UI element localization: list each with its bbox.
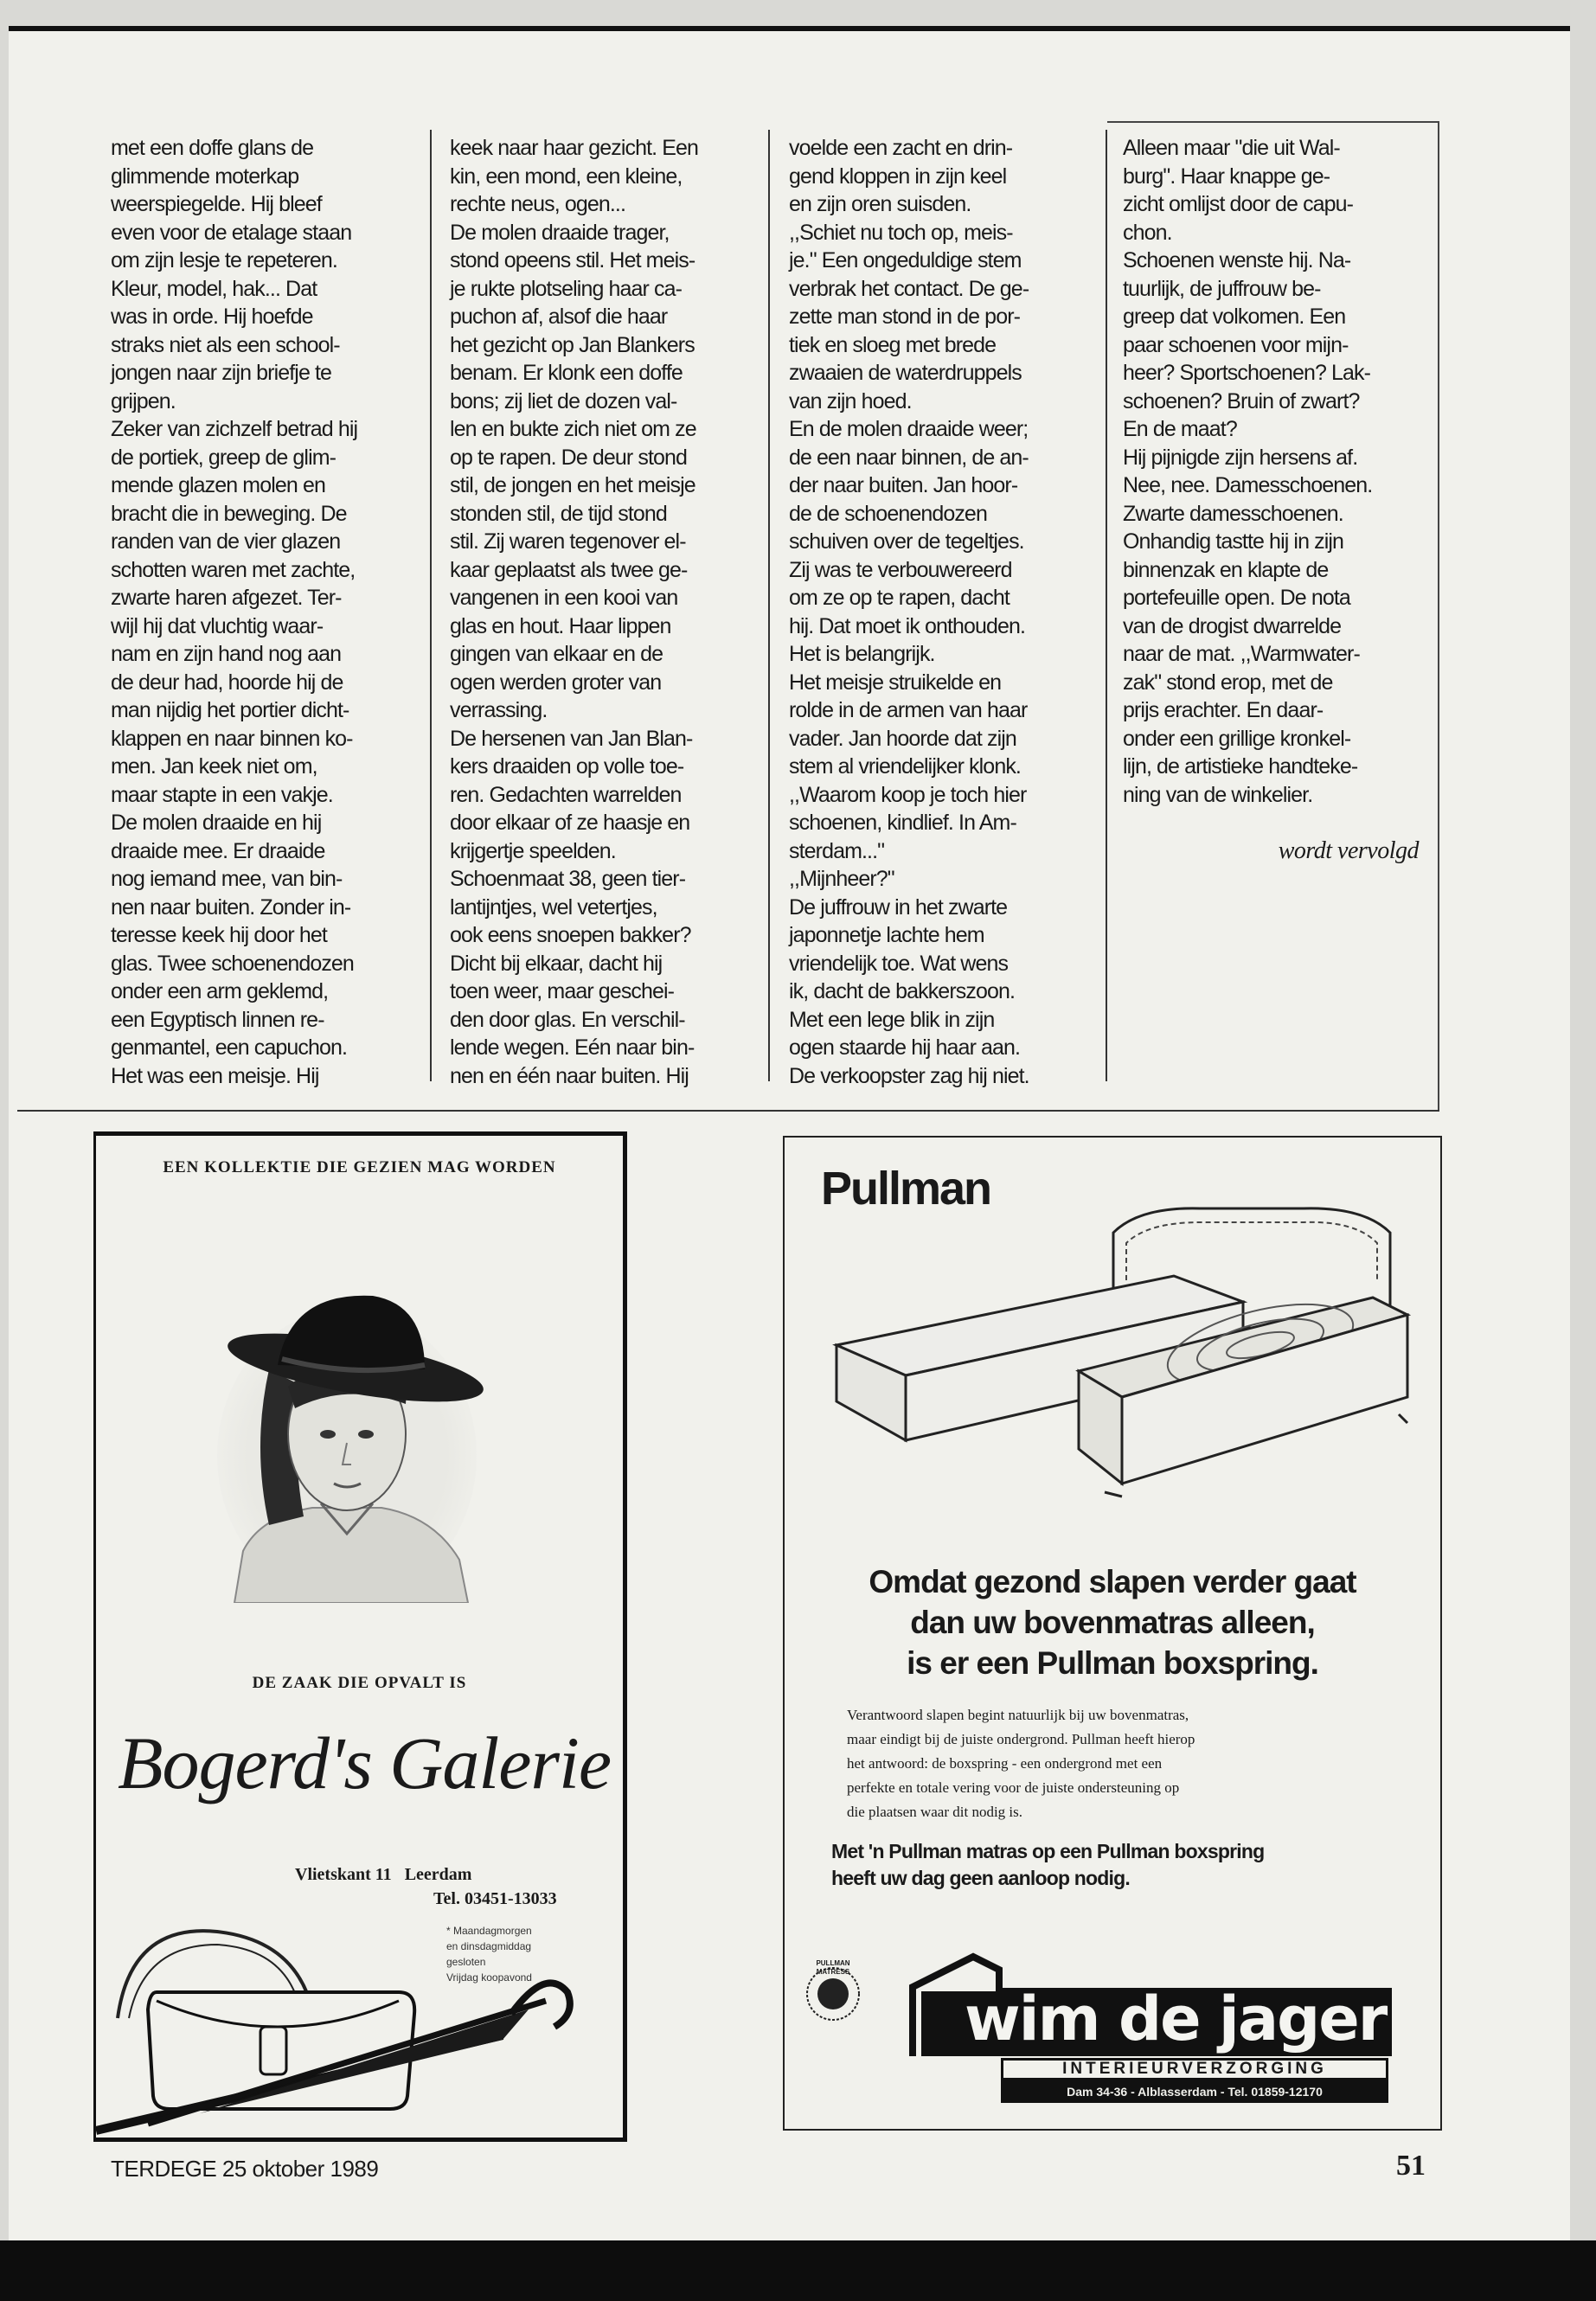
article-line: De molen draaide trager, [450,220,670,245]
closing-line: Met 'n Pullman matras op een Pullman boxspring [831,1840,1265,1862]
closing-line: heeft uw dag geen aanloop nodig. [831,1867,1130,1889]
article-line: je." Een ongeduldige stem [789,248,1022,272]
ad-tagline: DE ZAAK DIE OPVALT IS [252,1674,467,1692]
article-line: kaar geplaatst als twee ge- [450,557,688,582]
article-line: De juffrouw in het zwarte [789,894,1008,920]
pullman-body [847,1703,1195,1824]
article-line: Zwarte damesschoenen. [1123,501,1343,526]
article-line: burg". Haar knappe ge- [1123,163,1330,189]
article-line: nog iemand mee, van bin- [111,867,343,891]
article-line: om ze op te rapen, dacht [789,586,1010,610]
article-line: Schoenen wenste hij. Na- [1123,248,1351,272]
article-line: voelde een zacht en drin- [789,136,1013,160]
article-line: ren. Gedachten warrelden [450,782,682,807]
article-line: wijl hij dat vluchtig waar- [111,613,324,638]
article-line: Hij pijnigde zijn hersens af. [1123,445,1358,470]
article-line: kin, een mond, een kleine, [450,163,683,189]
article-line: de de schoenendozen [789,501,987,526]
article-line: ogen staarde hij haar aan. [789,1035,1021,1060]
article-line: rolde in de armen van haar [789,698,1028,722]
article-line: schuiven over de tegeltjes. [789,529,1024,554]
ad-pullman [783,1136,1442,2131]
article-line: gend kloppen in zijn keel [789,163,1007,189]
column-rule [430,130,432,1081]
page-number: 51 [1396,2150,1426,2182]
article-line: stem al vriendelijker klonk. [789,754,1021,779]
article-line: krijgertje speelden. [450,838,616,863]
article-line: glas. Twee schoenendozen [111,951,354,976]
article-line: Het meisje struikelde en [789,670,1002,695]
article-line: draaide mee. Er draaide [111,838,325,863]
article-line: op te rapen. De deur stond [450,445,688,470]
article-line: binnenzak en klapte de [1123,557,1329,582]
article-line: ogen werden groter van [450,670,662,695]
article-line: ook eens snoepen bakker? [450,923,691,947]
article-line: door elkaar of ze haasje en [450,811,690,835]
article-line: puchon af, alsof die haar [450,304,668,329]
article-line: zwaaien de waterdruppels [789,361,1022,385]
pullman-headline [785,1561,1440,1683]
article-line: ,,Schiet nu toch op, meis- [789,220,1013,245]
article-line: men. Jan keek niet om, [111,754,317,779]
article-line: met een doffe glans de [111,136,314,160]
body-line: Verantwoord slapen begint natuurlijk bij uw bovenmatras, [847,1707,1189,1723]
article-line: De hersenen van Jan Blan- [450,726,693,751]
article-line: bons; zij liet de dozen val- [450,388,677,413]
article-line: verbrak het contact. De ge- [789,276,1029,301]
article-line: keek naar haar gezicht. Een [450,136,699,160]
article-line: der naar buiten. Jan hoor- [789,473,1018,497]
body-line: die plaatsen waar dit nodig is. [847,1804,1023,1820]
publication-line: TERDEGE 25 oktober 1989 [111,2156,379,2182]
scan-edge-bar [0,2240,1596,2301]
article-line: hij. Dat moet ik onthouden. [789,613,1026,638]
article-line: onder een grillige kronkel- [1123,726,1351,751]
hours-line: en dinsdagmiddag [446,1940,532,1952]
article-line: mende glazen molen en [111,473,325,497]
article-line: gingen van elkaar en de [450,642,663,666]
article-line: sterdam..." [789,838,885,863]
article-line: paar schoenen voor mijn- [1123,332,1349,357]
article-line: jongen naar zijn briefje te [111,361,332,385]
continued-note: wordt vervolgd [1278,837,1419,864]
article-line: lantijntjes, wel vetertjes, [450,894,657,920]
article-line: grijpen. [111,388,176,413]
body-line: het antwoord: de boxspring - een ondergrond met een [847,1755,1163,1772]
article-line: randen van de vier glazen [111,529,341,554]
address-phone: Tel. 03451-13033 [433,1889,557,1908]
article-line: De verkoopster zag hij niet. [789,1063,1029,1088]
dealer-address: Dam 34-36 - Alblasserdam - Tel. 01859-12170 [1001,2080,1388,2103]
article-line: prijs erachter. En daar- [1123,698,1324,722]
article-line: schoenen, kindlief. In Am- [789,811,1016,835]
pullman-seal [802,1959,864,2029]
body-line: perfekte en totale vering voor de juiste ondersteuning op [847,1779,1180,1796]
ad-headline: EEN KOLLEKTIE DIE GEZIEN MAG WORDEN [163,1158,556,1176]
article-line: bracht die in beweging. De [111,501,347,526]
article-line: Dicht bij elkaar, dacht hij [450,951,663,976]
article-line: ,,Mijnheer?" [789,867,894,891]
article-column-2 [450,134,748,1090]
frame-rule-top [1107,121,1439,123]
article-line: ning van de winkelier. [1123,782,1313,807]
article-line: Alleen maar "die uit Wal- [1123,136,1340,160]
article-column-4 [1123,134,1421,809]
article-line: naar de mat. ,,Warmwater- [1123,642,1360,666]
article-line: japonnetje lachte hem [789,923,984,947]
wim-de-jager-logo [904,1952,1406,2099]
article-line: de een naar binnen, de an- [789,445,1029,470]
frame-rule-right [1438,121,1439,1112]
hours-line: Vrijdag koopavond [446,1971,532,1984]
article-line: benam. Er klonk een doffe [450,361,683,385]
article-line: Zij was te verbouwereerd [789,557,1012,582]
article-line: vriendelijk toe. Wat wens [789,951,1009,976]
article-line: Nee, nee. Damesschoenen. [1123,473,1373,497]
article-line: lijn, de artistieke handteke- [1123,754,1358,779]
seal-text: PULLMAN MATRESS [816,1959,850,1976]
body-line: maar eindigt bij de juiste ondergrond. Pullman heeft hierop [847,1731,1195,1747]
article-line: straks niet als een school- [111,332,340,357]
headline-line: is er een Pullman boxspring. [907,1645,1318,1681]
article-line: nen en één naar buiten. Hij [450,1063,689,1088]
article-line: Kleur, model, hak... Dat [111,276,317,301]
article-line: glas en hout. Haar lippen [450,613,671,638]
article-line: en zijn oren suisden. [789,192,971,216]
article-line: genmantel, een capuchon. [111,1035,348,1060]
article-line: de deur had, hoorde hij de [111,670,343,695]
article-line: Onhandig tastte hij in zijn [1123,529,1344,554]
headline-line: dan uw bovenmatras alleen, [910,1605,1315,1640]
address-city: Leerdam [404,1865,472,1884]
article-line: heer? Sportschoenen? Lak- [1123,361,1371,385]
headline-line: Omdat gezond slapen verder gaat [869,1564,1356,1599]
handbag-umbrella-illustration [96,1897,624,2139]
article-line: ,,Waarom koop je toch hier [789,782,1027,807]
article-line: een Egyptisch linnen re- [111,1007,324,1032]
article-line: nam en zijn hand nog aan [111,642,342,666]
article-line: zak" stond erop, met de [1123,670,1333,695]
article-line: zicht omlijst door de capu- [1123,192,1354,216]
article-line: ik, dacht de bakkerszoon. [789,979,1015,1003]
article-line: van de drogist dwarrelde [1123,613,1342,638]
article-line: En de maat? [1123,417,1237,441]
pullman-closing [831,1838,1264,1892]
article-line: verrassing. [450,698,548,722]
article-line: man nijdig het portier dicht- [111,698,349,722]
article-line: lende wegen. Eén naar bin- [450,1035,695,1060]
column-rule [768,130,770,1081]
article-line: Schoenmaat 38, geen tier- [450,867,686,891]
article-line: stond opeens stil. Het meis- [450,248,695,272]
article-line: je rukte plotseling haar ca- [450,276,683,301]
article-line: rechte neus, ogen... [450,192,625,216]
article-column-1 [111,134,409,1090]
article-line: even voor de etalage staan [111,220,352,245]
article-line: maar stapte in een vakje. [111,782,333,807]
hours-line: gesloten [446,1956,486,1968]
article-line: De molen draaide en hij [111,811,322,835]
article-line: len en bukte zich niet om ze [450,417,696,441]
article-line: klappen en naar binnen ko- [111,726,353,751]
article-line: Het was een meisje. Hij [111,1063,319,1088]
pullman-brand: Pullman [821,1163,991,1215]
dealer-name: wim de jager [965,1984,1387,2054]
article-line: om zijn lesje te repeteren. [111,248,337,272]
article-line: glimmende moterkap [111,163,299,189]
article-line: teresse keek hij door het [111,923,327,947]
article-column-3 [789,134,1087,1090]
article-line: was in orde. Hij hoefde [111,304,313,329]
article-line: portefeuille open. De nota [1123,586,1350,610]
article-line: kers draaiden op volle toe- [450,754,684,779]
article-line: het gezicht op Jan Blankers [450,332,695,357]
boxspring-bed-illustration [811,1198,1416,1527]
section-divider [17,1110,1439,1112]
article-line: de portiek, greep de glim- [111,445,337,470]
article-line: weerspiegelde. Hij bleef [111,192,322,216]
article-line: stil. Zij waren tegenover el- [450,529,686,554]
article-line: vangenen in een kooi van [450,586,678,610]
article-line: schoenen? Bruin of zwart? [1123,388,1360,413]
dealer-sub: INTERIEURVERZORGING [1001,2058,1388,2080]
article-line: Zeker van zichzelf betrad hij [111,417,358,441]
article-line: tuurlijk, de juffrouw be- [1123,276,1321,301]
hours-line: * Maandagmorgen [446,1925,532,1937]
article-line: schotten waren met zachte, [111,557,356,582]
article-line: Met een lege blik in zijn [789,1007,995,1032]
article-line: stonden stil, de tijd stond [450,501,667,526]
column-rule [1106,130,1107,1081]
article-line: chon. [1123,220,1172,245]
article-line: greep dat volkomen. Een [1123,304,1346,329]
article-line: nen naar buiten. Zonder in- [111,894,351,920]
article-line: van zijn hoed. [789,388,912,413]
article-line: toen weer, maar geschei- [450,979,675,1003]
article-line: En de molen draaide weer; [789,417,1029,441]
article-line: tiek en sloeg met brede [789,332,997,357]
article-line: zwarte haren afgezet. Ter- [111,586,342,610]
article-line: den door glas. En verschil- [450,1007,685,1032]
galerie-logo: Bogerd's Galerie [117,1721,612,1804]
article-line: zette man stond in de por- [789,304,1021,329]
ad-bogerds-galerie [93,1131,627,2142]
article-line: stil, de jongen en het meisje [450,473,695,497]
article-line: vader. Jan hoorde dat zijn [789,726,1016,751]
article-line: Het is belangrijk. [789,642,935,666]
woman-portrait-photo [208,1257,503,1603]
address-street: Vlietskant 11 [295,1865,392,1884]
article-line: onder een arm geklemd, [111,979,329,1003]
